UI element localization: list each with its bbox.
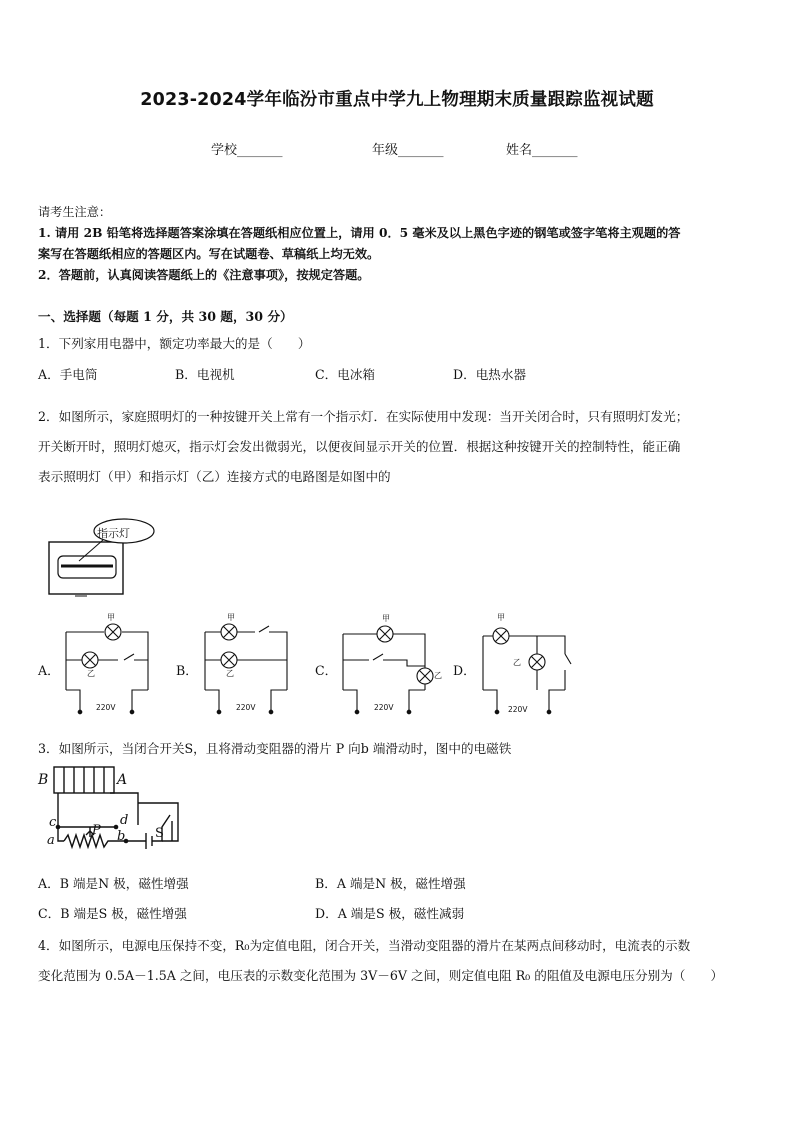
q2-option-d-label: D． [453, 663, 476, 678]
q3-label-b: b [117, 829, 126, 844]
q3-option-a: A．B 端是N 极，磁性增强 [38, 876, 189, 891]
notice-item-1-line-2: 案写在答题纸相应的答题区内。写在试题卷、草稿纸上均无效。 [38, 247, 380, 261]
grade-field[interactable]: 年级_______ [372, 143, 444, 158]
school-field[interactable]: 学校_______ [211, 143, 283, 158]
name-field[interactable]: 姓名_______ [506, 143, 578, 158]
q1-option-d: D．电热水器 [453, 367, 527, 382]
circuit-d [477, 614, 577, 718]
q2-option-a-label: A． [38, 663, 60, 678]
q1-option-c: C．电冰箱 [315, 367, 376, 382]
q3-label-d: d [120, 813, 129, 828]
notice-item-1-line-1: 1. 请用 2B 铅笔将选择题答案涂填在答题纸相应位置上，请用 0．5 毫米及以上黑色字迹的钢笔或签字笔将主观题的答 [38, 226, 681, 240]
circuit-b-jia: 甲 [227, 613, 235, 622]
notice-heading: 请考生注意： [38, 205, 112, 219]
q3-label-a: a [47, 833, 55, 848]
q3-option-b: B．A 端是N 极，磁性增强 [315, 876, 466, 891]
circuit-c-jia: 甲 [382, 614, 390, 623]
q2-line-2: 开关断开时，照明灯熄灭，指示灯会发出微弱光，以便夜间显示开关的位置．根据这种按键开关的控制特性，能正确 [38, 439, 681, 454]
q1-option-b: B．电视机 [175, 367, 235, 382]
circuit-a-yi: 乙 [87, 669, 95, 678]
circuit-c-voltage: 220V [374, 703, 394, 712]
page-title: 2023-2024学年临汾市重点中学九上物理期末质量跟踪监视试题 [140, 90, 654, 110]
notice-item-2: 2．答题前，认真阅读答题纸上的《注意事项》，按规定答题。 [38, 268, 370, 282]
q2-option-b-label: B． [176, 663, 198, 678]
q1-option-a: A．手电筒 [38, 367, 98, 382]
q2-option-c-label: C． [315, 663, 338, 678]
q3-label-S: S [155, 826, 164, 841]
q3-option-c: C．B 端是S 极，磁性增强 [38, 906, 187, 921]
indicator-callout-label: 指示灯 [97, 527, 130, 540]
section-heading: 一、选择题（每题 1 分，共 30 题，30 分） [38, 309, 293, 324]
q3-stem: 3．如图所示，当闭合开关S，且将滑动变阻器的滑片 P 向b 端滑动时，图中的电磁铁 [38, 741, 512, 756]
q2-line-3: 表示照明灯（甲）和指示灯（乙）连接方式的电路图是如图中的 [38, 469, 391, 484]
electromagnet-figure [38, 763, 183, 863]
q3-option-d: D．A 端是S 极，磁性减弱 [315, 906, 465, 921]
q4-line-2: 变化范围为 0.5A－1.5A 之间，电压表的示数变化范围为 3V－6V 之间，则定值电阻 R₀ 的阻值及电源电压分别为（ ） [38, 968, 724, 983]
q3-label-A: A [117, 772, 128, 788]
circuit-a-voltage: 220V [96, 703, 116, 712]
circuit-c-yi: 乙 [434, 671, 442, 680]
circuit-b-voltage: 220V [236, 703, 256, 712]
circuit-d-yi: 乙 [513, 658, 521, 667]
q1-stem: 1．下列家用电器中，额定功率最大的是（ ） [38, 336, 311, 351]
q3-label-c: c [49, 815, 57, 830]
circuit-b-yi: 乙 [226, 669, 234, 678]
circuit-d-voltage: 220V [508, 705, 528, 714]
q3-label-P: P [92, 823, 101, 838]
q3-label-B: B [38, 772, 49, 788]
circuit-d-jia: 甲 [497, 613, 505, 622]
circuit-a-jia: 甲 [107, 613, 115, 622]
q4-line-1: 4．如图所示，电源电压保持不变，R₀为定值电阻，闭合开关，当滑动变阻器的滑片在某两点间移动时，电流表的示数 [38, 938, 691, 953]
q2-line-1: 2．如图所示，家庭照明灯的一种按键开关上常有一个指示灯．在实际使用中发现：当开关闭合时，只有照明灯发光； [38, 409, 689, 424]
